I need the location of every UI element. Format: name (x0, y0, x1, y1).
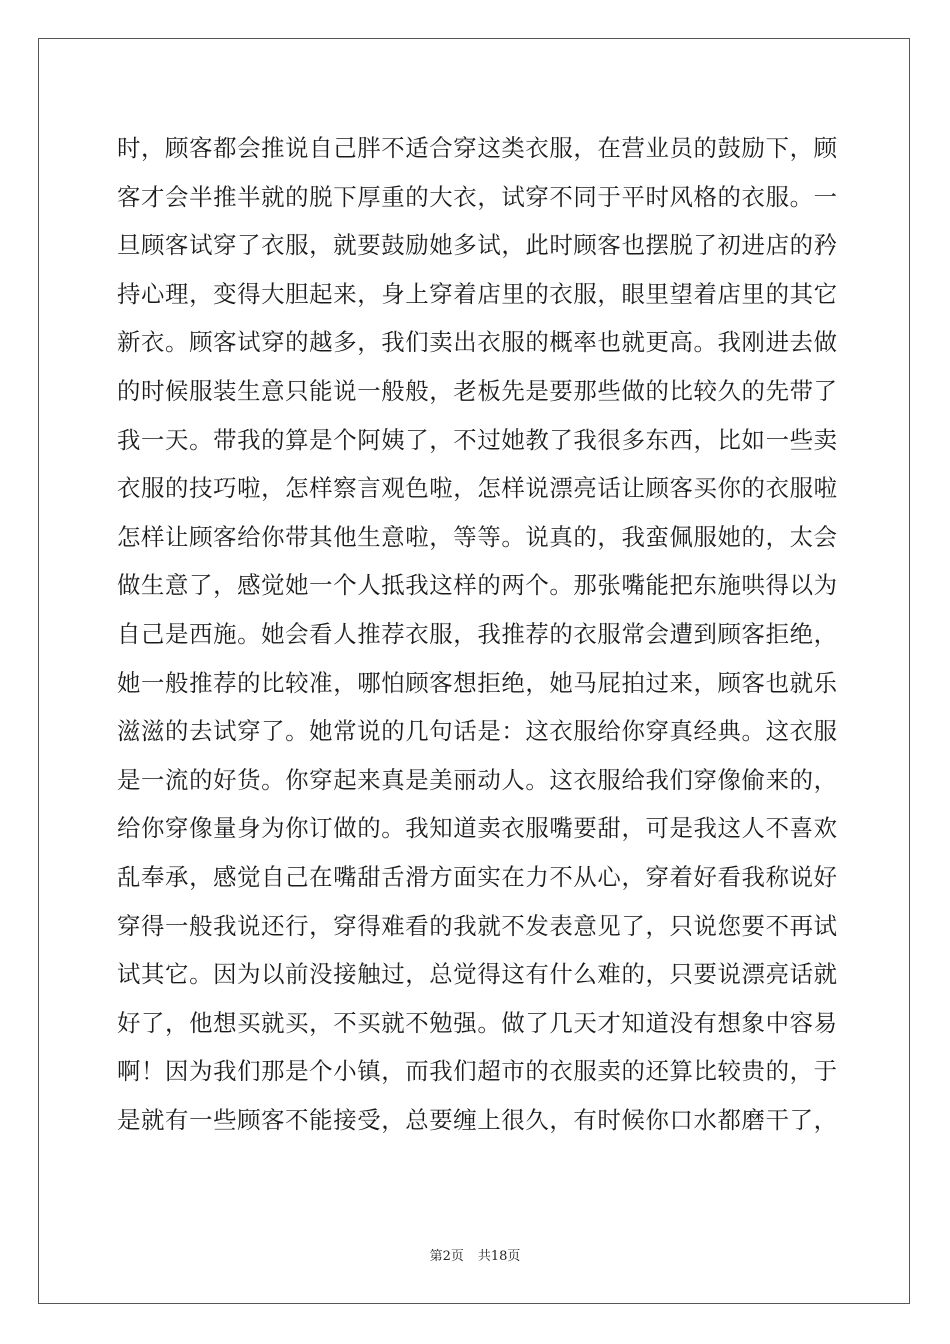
text-line: 的时候服装生意只能说一般般，老板先是要那些做的比较久的先带了 (117, 376, 837, 405)
text-line: 时，顾客都会推说自己胖不适合穿这类衣服，在营业员的鼓励下，顾 (117, 134, 837, 162)
document-body (117, 124, 837, 1144)
page-footer (0, 1245, 950, 1264)
text-line: 啊！因为我们那是个小镇，而我们超市的衣服卖的还算比较贵的，于 (117, 1057, 837, 1086)
text-line: 滋滋的去试穿了。她常说的几句话是：这衣服给你穿真经典。这衣服 (117, 717, 837, 746)
text-line: 做生意了，感觉她一个人抵我这样的两个。那张嘴能把东施哄得以为 (117, 571, 837, 600)
text-line: 我一天。带我的算是个阿姨了，不过她教了我很多东西，比如一些卖 (117, 425, 837, 454)
page-total: 共18页 (477, 1249, 521, 1264)
page-number: 第2页 (429, 1249, 464, 1264)
text-line: 持心理，变得大胆起来，身上穿着店里的衣服，眼里望着店里的其它 (117, 279, 837, 308)
text-line: 客才会半推半就的脱下厚重的大衣，试穿不同于平时风格的衣服。一 (117, 182, 837, 211)
text-line: 她一般推荐的比较准，哪怕顾客想拒绝，她马屁拍过来，顾客也就乐 (117, 668, 837, 697)
text-line: 乱奉承，感觉自己在嘴甜舌滑方面实在力不从心，穿着好看我称说好 (117, 862, 837, 891)
text-line: 新衣。顾客试穿的越多，我们卖出衣服的概率也就更高。我刚进去做 (117, 328, 837, 357)
text-line: 旦顾客试穿了衣服，就要鼓励她多试，此时顾客也摆脱了初进店的矜 (117, 231, 837, 260)
text-line: 是一流的好货。你穿起来真是美丽动人。这衣服给我们穿像偷来的， (117, 765, 837, 794)
text-line: 衣服的技巧啦，怎样察言观色啦，怎样说漂亮话让顾客买你的衣服啦 (117, 474, 837, 503)
text-line: 是就有一些顾客不能接受，总要缠上很久，有时候你口水都磨干了， (117, 1105, 837, 1134)
text-line: 好了，他想买就买，不买就不勉强。做了几天才知道没有想象中容易 (117, 1008, 837, 1037)
text-line: 自己是西施。她会看人推荐衣服，我推荐的衣服常会遭到顾客拒绝， (117, 619, 837, 648)
text-line: 怎样让顾客给你带其他生意啦，等等。说真的，我蛮佩服她的，太会 (117, 522, 837, 551)
text-line: 穿得一般我说还行，穿得难看的我就不发表意见了，只说您要不再试 (117, 911, 837, 940)
text-line: 试其它。因为以前没接触过，总觉得这有什么难的，只要说漂亮话就 (117, 960, 837, 989)
text-line: 给你穿像量身为你订做的。我知道卖衣服嘴要甜，可是我这人不喜欢 (117, 814, 837, 843)
